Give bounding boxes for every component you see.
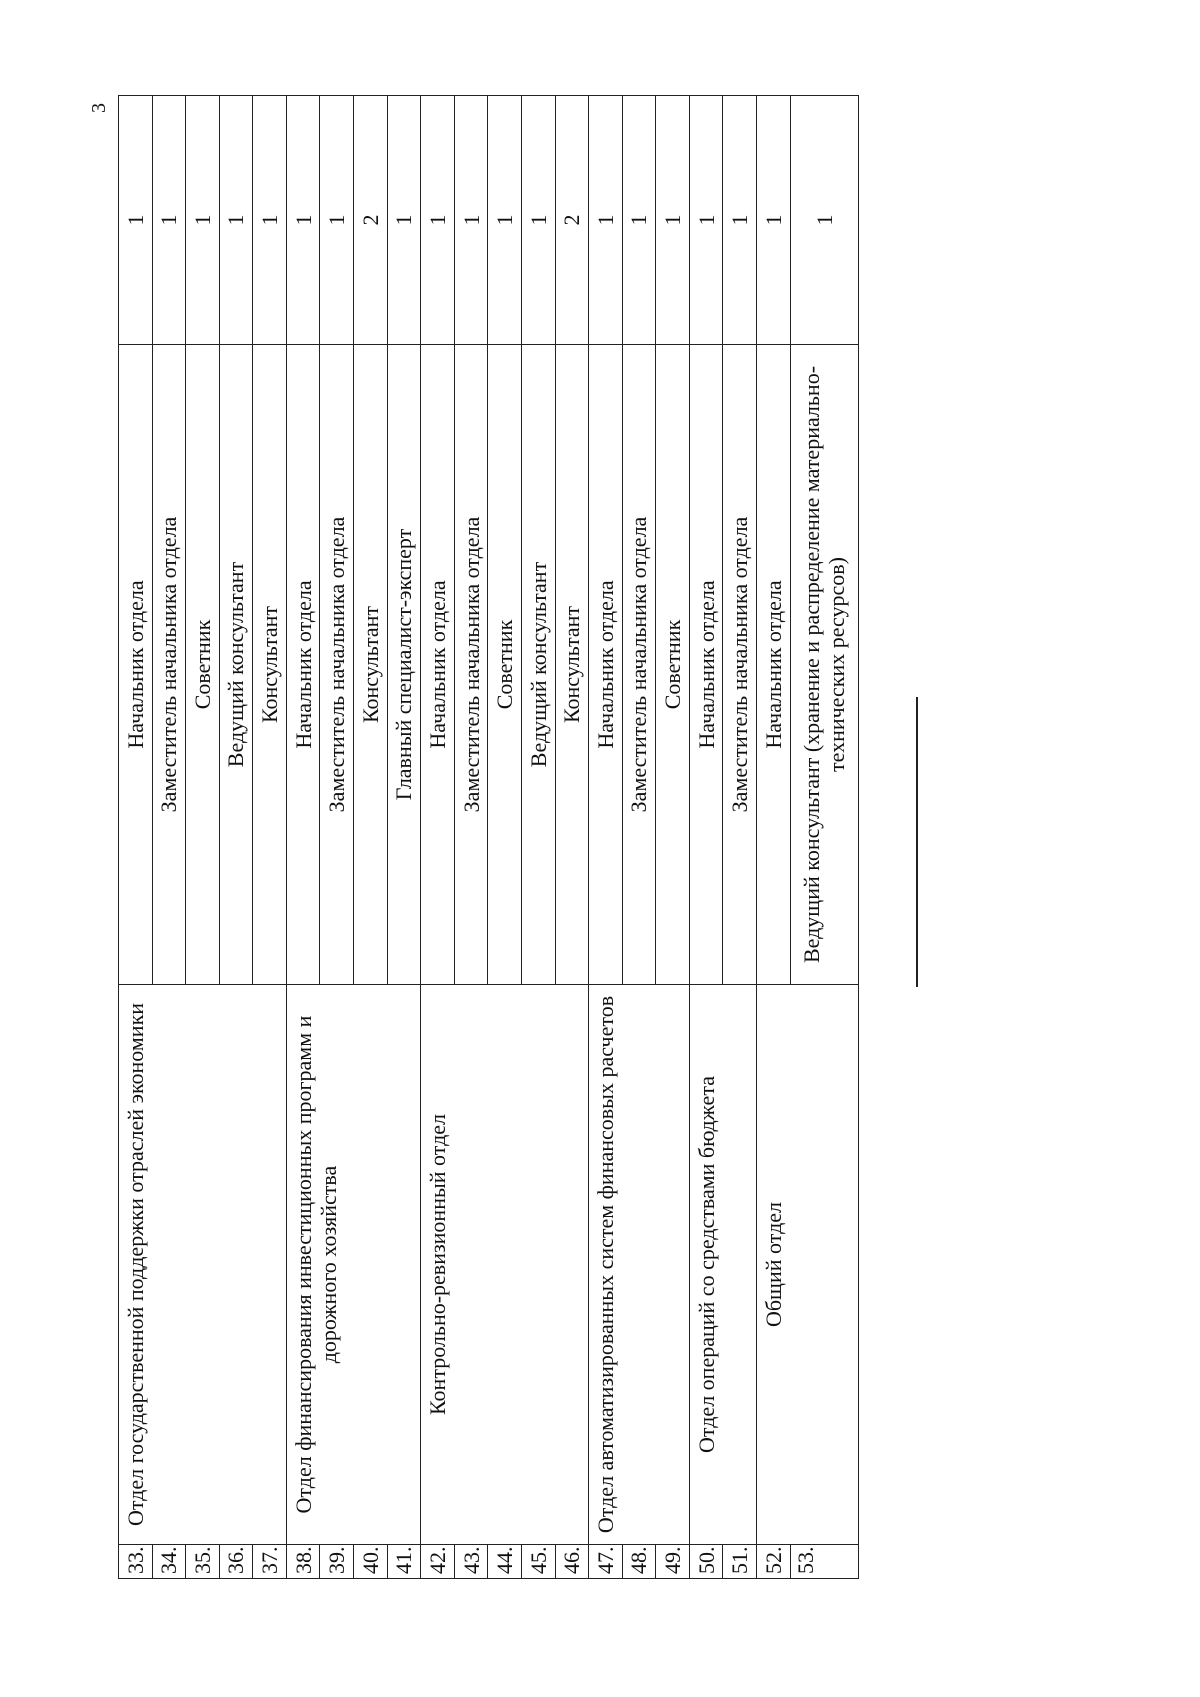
staff-count: 1: [589, 96, 623, 345]
row-number: 50.: [689, 1545, 723, 1579]
staff-count: 1: [152, 96, 186, 345]
staff-count: 1: [723, 96, 757, 345]
staff-count: 1: [387, 96, 421, 345]
row-number: 47.: [589, 1545, 623, 1579]
staff-count: 1: [286, 96, 320, 345]
position-title: Заместитель начальника отдела: [622, 345, 656, 985]
position-title: Начальник отдела: [421, 345, 455, 985]
row-number: 36.: [219, 1545, 253, 1579]
position-title: Начальник отдела: [689, 345, 723, 985]
row-number: 43.: [454, 1545, 488, 1579]
position-title: Заместитель начальника отдела: [152, 345, 186, 985]
department-name: Контрольно-ревизионный отдел: [421, 985, 589, 1545]
position-title: Ведущий консультант: [521, 345, 555, 985]
row-number: 33.: [119, 1545, 153, 1579]
staff-table: [118, 95, 859, 1579]
row-number: 45.: [521, 1545, 555, 1579]
staff-count: 1: [186, 96, 220, 345]
position-title: Ведущий консультант (хранение и распределение материально-технических ресурсов): [790, 345, 858, 985]
staff-count: 2: [555, 96, 589, 345]
end-of-table-rule: [916, 697, 918, 987]
position-title: Консультант: [253, 345, 287, 985]
staff-count: 1: [656, 96, 690, 345]
staff-count: 1: [521, 96, 555, 345]
row-number: 48.: [622, 1545, 656, 1579]
row-number: 38.: [286, 1545, 320, 1579]
row-number: 51.: [723, 1545, 757, 1579]
page-number: 3: [88, 103, 110, 113]
staff-count: 2: [354, 96, 388, 345]
position-title: Заместитель начальника отдела: [723, 345, 757, 985]
row-number: 52.: [756, 1545, 790, 1579]
row-number: 37.: [253, 1545, 287, 1579]
staff-count: 1: [421, 96, 455, 345]
staff-count: 1: [219, 96, 253, 345]
table-row: [286, 96, 320, 1579]
position-title: Консультант: [354, 345, 388, 985]
department-name: Отдел государственной поддержки отраслей экономики: [119, 985, 287, 1545]
position-title: Начальник отдела: [119, 345, 153, 985]
table-row: [421, 96, 455, 1579]
position-title: Заместитель начальника отдела: [320, 345, 354, 985]
row-number: 49.: [656, 1545, 690, 1579]
department-name: Отдел автоматизированных систем финансовых расчетов: [589, 985, 690, 1545]
position-title: Советник: [186, 345, 220, 985]
row-number: 42.: [421, 1545, 455, 1579]
table-row: [689, 96, 723, 1579]
row-number: 41.: [387, 1545, 421, 1579]
position-title: Начальник отдела: [286, 345, 320, 985]
row-number: 53.: [790, 1545, 858, 1579]
position-title: Заместитель начальника отдела: [454, 345, 488, 985]
table-row: [589, 96, 623, 1579]
staff-table-rotated-view: [118, 96, 859, 1579]
staff-count: 1: [689, 96, 723, 345]
row-number: 44.: [488, 1545, 522, 1579]
staff-count: 1: [253, 96, 287, 345]
row-number: 34.: [152, 1545, 186, 1579]
staff-count: 1: [622, 96, 656, 345]
position-title: Советник: [488, 345, 522, 985]
position-title: Ведущий консультант: [219, 345, 253, 985]
staff-count: 1: [454, 96, 488, 345]
position-title: Консультант: [555, 345, 589, 985]
staff-count: 1: [756, 96, 790, 345]
position-title: Начальник отдела: [589, 345, 623, 985]
position-title: Советник: [656, 345, 690, 985]
row-number: 35.: [186, 1545, 220, 1579]
staff-count: 1: [790, 96, 858, 345]
staff-count: 1: [320, 96, 354, 345]
row-number: 46.: [555, 1545, 589, 1579]
row-number: 39.: [320, 1545, 354, 1579]
row-number: 40.: [354, 1545, 388, 1579]
department-name: Отдел операций со средствами бюджета: [689, 985, 756, 1545]
department-name: Отдел финансирования инвестиционных программ и дорожного хозяйства: [286, 985, 420, 1545]
staff-table-wrapper: [118, 96, 859, 1579]
position-title: Главный специалист-эксперт: [387, 345, 421, 985]
table-row: [756, 96, 790, 1579]
table-row: [119, 96, 153, 1579]
position-title: Начальник отдела: [756, 345, 790, 985]
staff-count: 1: [488, 96, 522, 345]
department-name: Общий отдел: [756, 985, 858, 1545]
staff-count: 1: [119, 96, 153, 345]
